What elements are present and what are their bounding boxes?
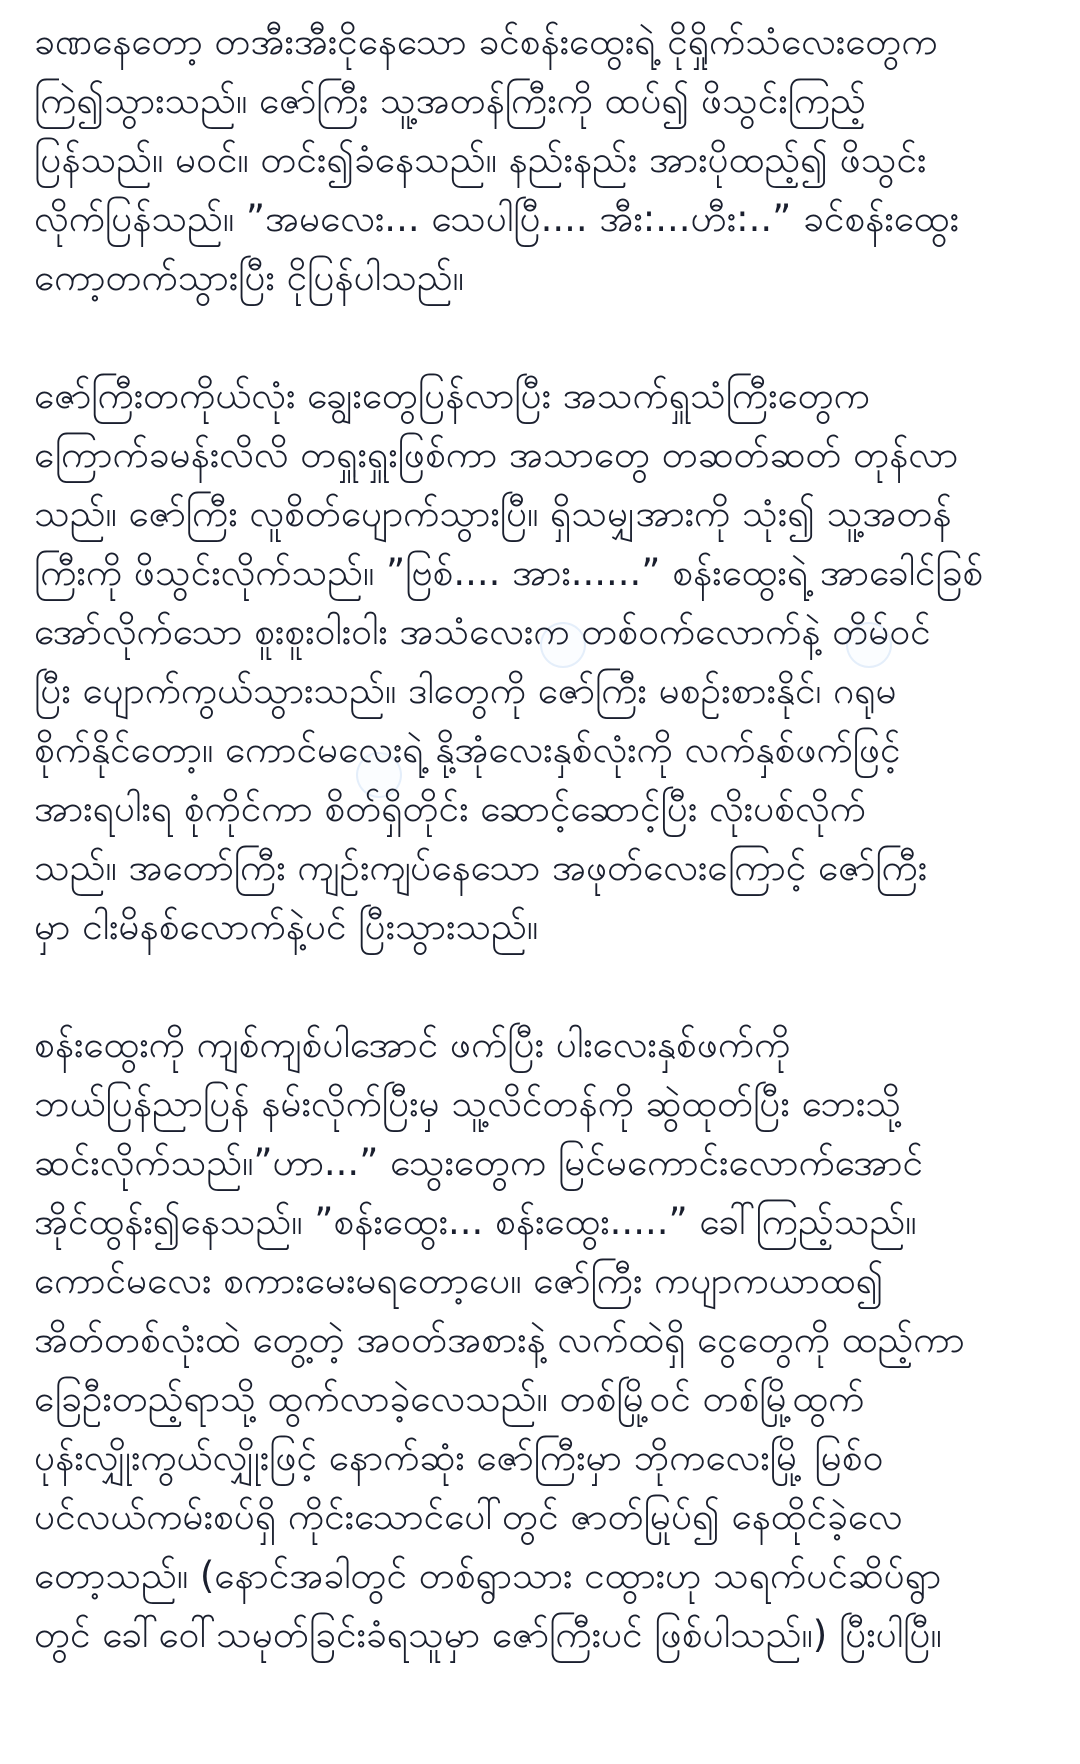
text-line: ကြောက်ခမန်းလိလိ တရှူးရှူးဖြစ်ကာ အသာတွေ တဆတ်ဆတ် တုန်လာ	[34, 433, 959, 476]
text-line: ပြန်သည်။ မဝင်။ တင်း၍ခံနေသည်။ နည်းနည်း အားပိုထည့်၍ ဖိသွင်း	[34, 138, 927, 181]
text-line: တော့သည်။ (နောင်အခါတွင် တစ်ရွာသား ငထွားဟု သရက်ပင်ဆိပ်ရွာ	[34, 1554, 942, 1597]
text-line: ကောင်မလေး စကားမေးမရတော့ပေ။ ဇော်ကြီး ကပျာကယာထ၍	[34, 1259, 884, 1302]
text-line: လိုက်ပြန်သည်။ ”အမလေး... သေပါပြီ.... အီး:...ဟီး:..” ခင်စန်းထွေး	[34, 197, 959, 240]
text-line: သည်။ အတော်ကြီး ကျဉ်းကျပ်နေသော အဖုတ်လေးကြောင့် ဇော်ကြီး	[34, 846, 928, 889]
text-line: ကြီးကို ဖိသွင်းလိုက်သည်။ ”ဗြစ်.... အား......” စန်းထွေးရဲ့ အာခေါင်ခြစ်	[34, 551, 984, 594]
text-line: ကြဲ၍သွားသည်။ ဇော်ကြီး သူ့အတန်ကြီးကို ထပ်၍ ဖိသွင်းကြည့်	[34, 79, 866, 122]
story-text	[34, 12, 1059, 1664]
text-line: ပြီး ပျောက်ကွယ်သွားသည်။ ဒါတွေကို ဇော်ကြီး မစဉ်းစားနိုင်၊ ဂရုမ	[34, 669, 897, 712]
text-line: တွင် ခေါ်ဝေါ်သမုတ်ခြင်းခံရသူမှာ ဇော်ကြီးပင် ဖြစ်ပါသည်။) ပြီးပါပြီ။	[34, 1613, 942, 1656]
text-line: ဆင်းလိုက်သည်။”ဟာ...” သွေးတွေက မြင်မကောင်းလောက်အောင်	[34, 1141, 923, 1184]
text-line: စန်းထွေးကို ကျစ်ကျစ်ပါအောင် ဖက်ပြီး ပါးလေးနှစ်ဖက်ကို	[34, 1023, 791, 1066]
text-line: ဇော်ကြီးတကိုယ်လုံး ချွေးတွေပြန်လာပြီး အသက်ရှူသံကြီးတွေက	[34, 374, 870, 417]
text-line: သည်။ ဇော်ကြီး လူစိတ်ပျောက်သွားပြီ။ ရှိသမျှအားကို သုံး၍ သူ့အတန်	[34, 492, 952, 535]
text-line: ခြေဦးတည့်ရာသို့ ထွက်လာခဲ့လေသည်။ တစ်မြို့ဝင် တစ်မြို့ထွက်	[34, 1377, 865, 1420]
text-line: အားရပါးရ စုံကိုင်ကာ စိတ်ရှိတိုင်း ဆောင့်ဆောင့်ပြီး လိုးပစ်လိုက်	[34, 787, 866, 830]
paragraph-3	[34, 1015, 1059, 1664]
text-line: မှာ ငါးမိနစ်လောက်နဲ့ပင် ပြီးသွားသည်။	[34, 905, 539, 948]
text-line: ပုန်းလျှိုးကွယ်လျှိုးဖြင့် နောက်ဆုံး ဇော်ကြီးမှာ ဘိုကလေးမြို့ မြစ်ဝ	[34, 1436, 884, 1479]
paragraph-1	[34, 12, 1059, 307]
paragraph-2	[34, 366, 1059, 956]
text-line: အော်လိုက်သော စူးစူးဝါးဝါး အသံလေးက တစ်ဝက်လောက်နဲ့ တိမ်ဝင်	[34, 610, 931, 653]
text-line: စိုက်နိုင်တော့။ ကောင်မလေးရဲ့ နို့အုံလေးနှစ်လုံးကို လက်နှစ်ဖက်ဖြင့်	[34, 728, 901, 771]
text-line: အိတ်တစ်လုံးထဲ တွေ့တဲ့ အဝတ်အစားနဲ့ လက်ထဲရှိ ငွေတွေကို ထည့်ကာ	[34, 1318, 965, 1361]
text-line: ဘယ်ပြန်ညာပြန် နမ်းလိုက်ပြီးမှ သူ့လိင်တန်ကို ဆွဲထုတ်ပြီး ဘေးသို့	[34, 1082, 902, 1125]
text-line: ခဏနေတော့ တအီးအီးငိုနေသော ခင်စန်းထွေးရဲ့ ငိုရှိုက်သံလေးတွေက	[34, 20, 938, 63]
text-line: ပင်လယ်ကမ်းစပ်ရှိ ကိုင်းသောင်ပေါ်တွင် ဇာတ်မြုပ်၍ နေထိုင်ခဲ့လေ	[34, 1495, 903, 1538]
text-line: ကော့တက်သွားပြီး ငိုပြန်ပါသည်။	[34, 256, 464, 299]
text-line: အိုင်ထွန်း၍နေသည်။ ”စန်းထွေး... စန်းထွေး.....” ခေါ်ကြည့်သည်။	[34, 1200, 917, 1243]
